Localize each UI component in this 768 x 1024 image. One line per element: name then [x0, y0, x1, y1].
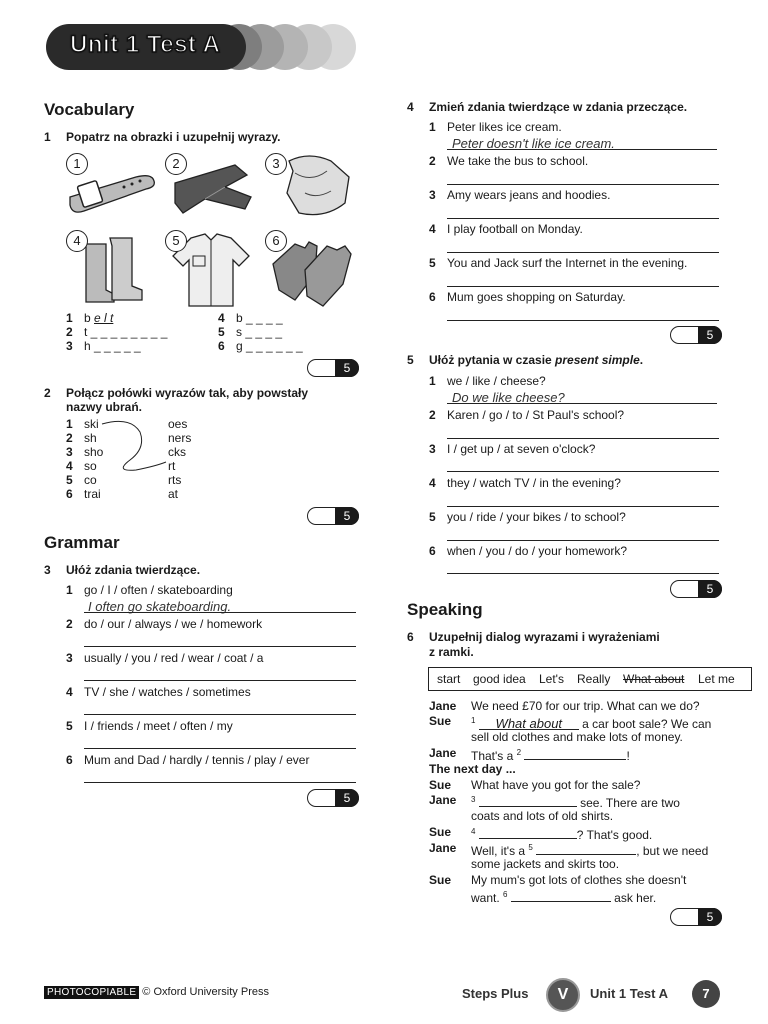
- question-number: 3: [44, 563, 51, 577]
- answer-line[interactable]: [447, 438, 719, 439]
- picture-hoodie: [265, 153, 353, 231]
- dialog-line: $^4$ ? That's good.: [471, 827, 653, 842]
- sentence-prompt: 5 You and Jack surf the Internet in the evening.: [429, 256, 688, 270]
- answer-line[interactable]: [447, 218, 719, 219]
- question-number: 5: [407, 353, 414, 367]
- question-instruction: z ramki.: [429, 645, 474, 659]
- sentence-prompt: 5 I / friends / meet / often / my: [66, 719, 233, 733]
- example-match-line: [100, 418, 170, 478]
- answer-line[interactable]: [447, 149, 717, 150]
- sentence-prompt: 3 usually / you / red / wear / coat / a: [66, 651, 264, 665]
- word-half-right[interactable]: ners: [168, 431, 192, 445]
- word-box-item: Really: [577, 672, 611, 686]
- dialog-line: sell old clothes and make lots of money.: [471, 730, 683, 744]
- dialog-line: some jackets and skirts too.: [471, 857, 620, 871]
- page-title: Unit 1 Test A: [70, 31, 221, 58]
- word-answer: e l t: [94, 311, 114, 325]
- answer-line[interactable]: [447, 252, 719, 253]
- picture-boots: [66, 230, 154, 308]
- word-box-item: Let me: [698, 672, 735, 686]
- sentence-prompt: 6 Mum goes shopping on Saturday.: [429, 290, 626, 304]
- sentence-prompt: 2 do / our / always / we / homework: [66, 617, 263, 631]
- picture-number: 1: [66, 153, 88, 175]
- sentence-prompt: 3 I / get up / at seven o'clock?: [429, 442, 596, 456]
- series-name: Steps Plus: [462, 986, 529, 1001]
- word-half-right[interactable]: oes: [168, 417, 188, 431]
- question-number: 6: [407, 630, 414, 644]
- answer-line[interactable]: [447, 320, 719, 321]
- sentence-prompt: 1 go / I / often / skateboarding: [66, 583, 233, 597]
- answer-line[interactable]: [84, 782, 356, 783]
- picture-trousers: [165, 153, 253, 231]
- dialog-speaker: Sue: [429, 778, 452, 792]
- sentence-prompt: 4 I play football on Monday.: [429, 222, 583, 236]
- dialog-speaker: Jane: [429, 793, 457, 807]
- question-number: 1: [44, 130, 51, 144]
- series-badge-icon: V: [546, 978, 580, 1012]
- word-item[interactable]: 5 s _ _ _ _: [218, 325, 283, 339]
- footer-copyright: PHOTOCOPIABLE © Oxford University Press: [44, 986, 269, 998]
- word-half-left[interactable]: 2 sh: [66, 431, 97, 445]
- answer-line[interactable]: [84, 680, 356, 681]
- word-item[interactable]: 3 h _ _ _ _ _: [66, 339, 141, 353]
- word-half-left[interactable]: 5 co: [66, 473, 97, 487]
- dialog-speaker: Sue: [429, 873, 452, 887]
- sentence-prompt: 1 Peter likes ice cream.: [429, 120, 562, 134]
- sentence-prompt: 2 Karen / go / to / St Paul's school?: [429, 408, 625, 422]
- answer-line[interactable]: [447, 506, 719, 507]
- photocopiable-label: PHOTOCOPIABLE: [44, 986, 139, 999]
- dialog-speaker: Jane: [429, 841, 457, 855]
- sentence-prompt: 4 TV / she / watches / sometimes: [66, 685, 251, 699]
- dialog-speaker: Jane: [429, 699, 457, 713]
- example-answer: Peter doesn't like ice cream.: [452, 136, 615, 151]
- question-instruction: Zmień zdania twierdzące w zdania przeczące.: [429, 100, 688, 114]
- question-number: 4: [407, 100, 414, 114]
- word-box-item: start: [437, 672, 461, 686]
- dialog-line: $^3$ see. There are two: [471, 795, 680, 810]
- answer-line[interactable]: [447, 471, 719, 472]
- picture-shirt: [165, 230, 253, 308]
- word-item[interactable]: 4 b _ _ _ _: [218, 311, 283, 325]
- question-instruction: Uzupełnij dialog wyrazami i wyrażeniami: [429, 630, 660, 644]
- word-item[interactable]: 6 g _ _ _ _ _ _: [218, 339, 303, 353]
- picture-belt: [66, 153, 154, 231]
- word-half-left[interactable]: 4 so: [66, 459, 97, 473]
- answer-line[interactable]: [84, 612, 356, 613]
- word-half-right[interactable]: cks: [168, 445, 186, 459]
- score-box: 5: [670, 326, 722, 344]
- example-answer: What about: [479, 717, 579, 730]
- dialog-speaker: Jane: [429, 746, 457, 760]
- sentence-prompt: 3 Amy wears jeans and hoodies.: [429, 188, 611, 202]
- dialog-blank[interactable]: [524, 747, 626, 760]
- picture-number: 5: [165, 230, 187, 252]
- word-half-left[interactable]: 6 trai: [66, 487, 101, 501]
- question-instruction: Popatrz na obrazki i uzupełnij wyrazy.: [66, 130, 281, 144]
- question-instruction: Ułóż pytania w czasie present simple.: [429, 353, 644, 367]
- dialog-line: coats and lots of old shirts.: [471, 809, 614, 823]
- dialog-line: That's a $^2$ !: [471, 748, 630, 763]
- word-box: [428, 667, 752, 691]
- score-box: 5: [307, 789, 359, 807]
- answer-line[interactable]: [84, 646, 356, 647]
- example-answer: Do we like cheese?: [452, 390, 565, 405]
- picture-number: 4: [66, 230, 88, 252]
- sentence-prompt: 2 We take the bus to school.: [429, 154, 589, 168]
- example-answer: I often go skateboarding.: [88, 599, 232, 614]
- answer-line[interactable]: [447, 184, 719, 185]
- grammar-heading: Grammar: [44, 533, 120, 552]
- dialog-line: What have you got for the sale?: [471, 778, 641, 792]
- answer-line[interactable]: [447, 403, 717, 404]
- picture-gloves: [265, 230, 353, 308]
- sentence-prompt: 6 Mum and Dad / hardly / tennis / play / ever: [66, 753, 310, 767]
- answer-line[interactable]: [84, 748, 356, 749]
- vocabulary-heading: Vocabulary: [44, 100, 135, 119]
- answer-line[interactable]: [84, 714, 356, 715]
- dialog-line: want. $^6$ ask her.: [471, 890, 657, 905]
- word-half-right[interactable]: rt: [168, 459, 176, 473]
- word-half-right[interactable]: at: [168, 487, 179, 501]
- sentence-prompt: 6 when / you / do / your homework?: [429, 544, 628, 558]
- speaking-heading: Speaking: [407, 600, 483, 619]
- word-half-left[interactable]: 1 ski: [66, 417, 99, 431]
- word-half-left[interactable]: 3 sho: [66, 445, 104, 459]
- answer-line[interactable]: [447, 573, 719, 574]
- word-item[interactable]: 2 t _ _ _ _ _ _ _ _: [66, 325, 168, 339]
- score-box: 5: [307, 507, 359, 525]
- footer-series: [462, 982, 722, 1014]
- dialog-line: $^1$ What about a car boot sale? We can: [471, 716, 712, 731]
- answer-line[interactable]: [447, 540, 719, 541]
- dialog-speaker: Sue: [429, 825, 452, 839]
- dialog-line: We need £70 for our trip. What can we do?: [471, 699, 700, 713]
- question-instruction: nazwy ubrań.: [66, 400, 143, 414]
- picture-number: 3: [265, 153, 287, 175]
- dialog-line: My mum's got lots of clothes she doesn't: [471, 873, 687, 887]
- word-box-item-used: What about: [623, 672, 685, 686]
- dialog-speaker: Sue: [429, 714, 452, 728]
- dialog-scene-label: The next day ...: [429, 762, 516, 776]
- page-number: 7: [692, 980, 720, 1008]
- dialog-blank[interactable]: [536, 842, 636, 855]
- question-number: 2: [44, 386, 51, 400]
- sentence-prompt: 4 they / watch TV / in the evening?: [429, 476, 621, 490]
- dialog-blank[interactable]: [479, 794, 577, 807]
- sentence-prompt: 5 you / ride / your bikes / to school?: [429, 510, 626, 524]
- dialog-blank[interactable]: [479, 826, 577, 839]
- score-box: 5: [670, 580, 722, 598]
- question-instruction: Połącz połówki wyrazów tak, aby powstały: [66, 386, 309, 400]
- score-box: 5: [670, 908, 722, 926]
- dialog-blank[interactable]: [511, 889, 611, 902]
- dialog-line: Well, it's a $^5$ , but we need: [471, 843, 709, 858]
- answer-line[interactable]: [447, 286, 719, 287]
- question-instruction: Ułóż zdania twierdzące.: [66, 563, 201, 577]
- footer-unit-label: Unit 1 Test A: [590, 986, 669, 1001]
- score-box: 5: [307, 359, 359, 377]
- picture-number: 6: [265, 230, 287, 252]
- word-half-right[interactable]: rts: [168, 473, 182, 487]
- picture-number: 2: [165, 153, 187, 175]
- sentence-prompt: 1 we / like / cheese?: [429, 374, 546, 388]
- word-box-item: good idea: [473, 672, 526, 686]
- word-item: 1 b e l t: [66, 311, 114, 325]
- page-header: [46, 24, 356, 70]
- word-box-item: Let's: [539, 672, 564, 686]
